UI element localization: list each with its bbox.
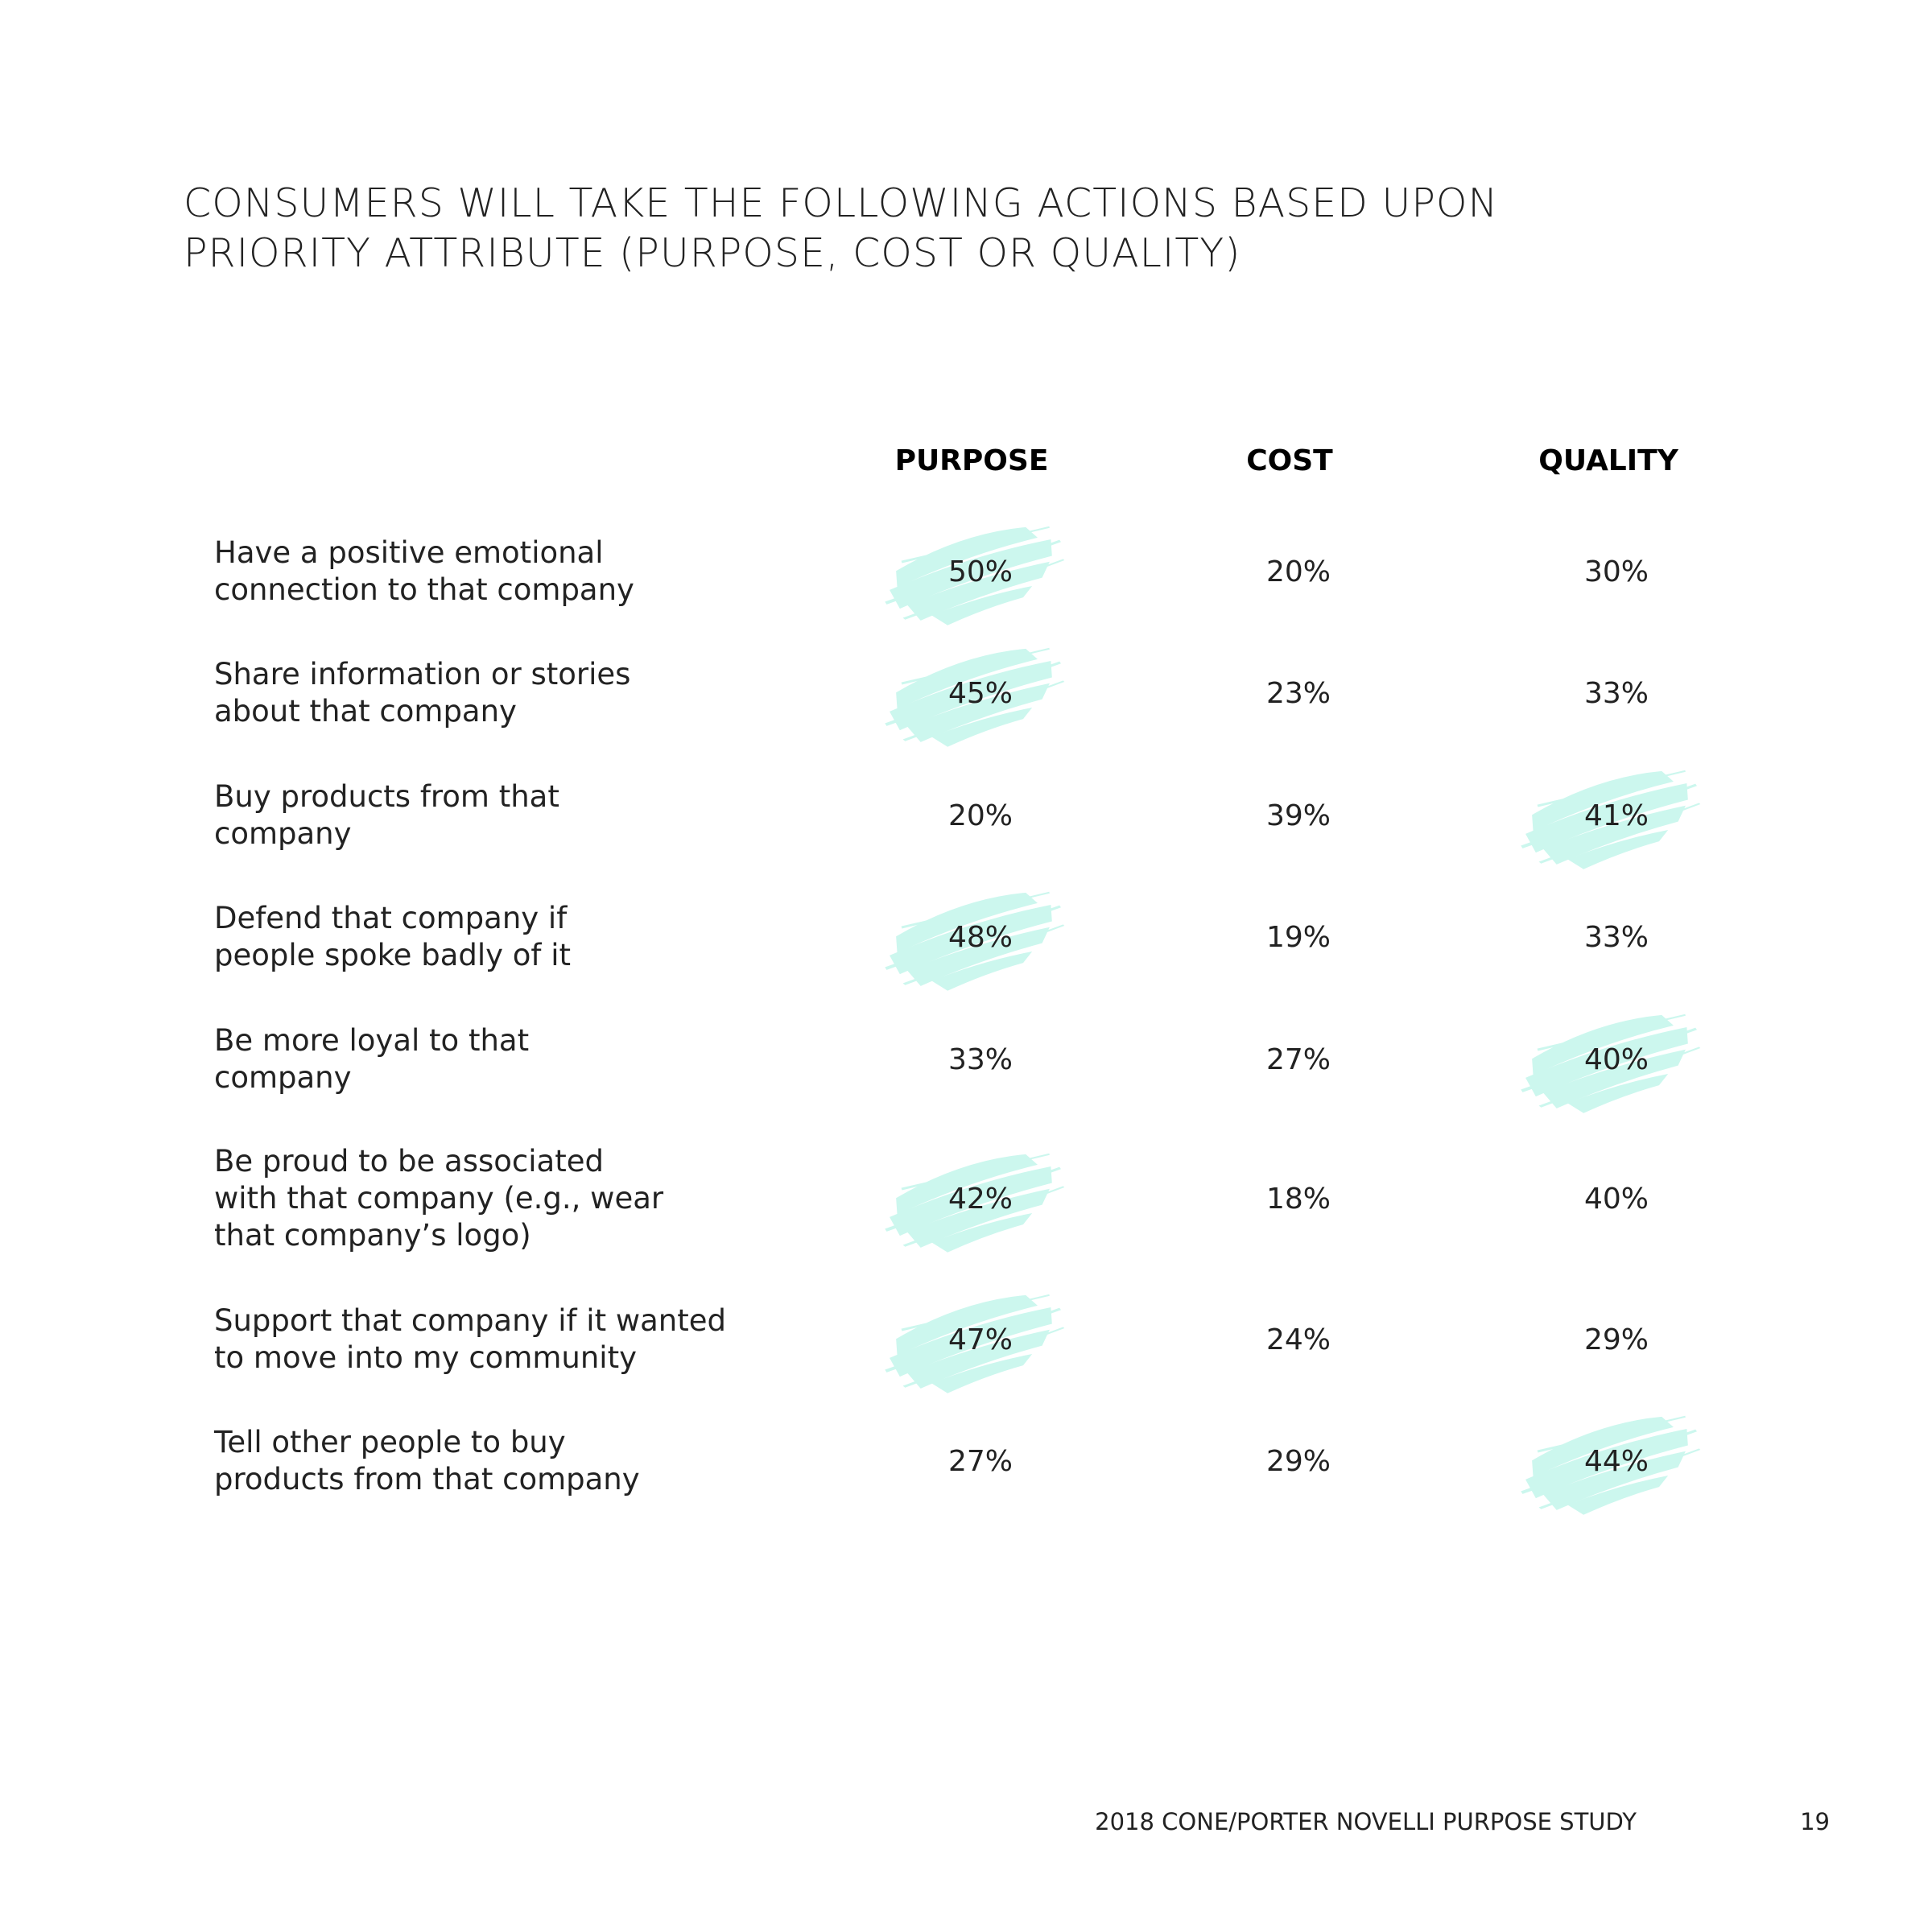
row-label-line: Buy products from that xyxy=(214,779,559,814)
value-text: 39% xyxy=(1265,799,1331,832)
value-text: 45% xyxy=(947,676,1013,710)
value-text: 33% xyxy=(1583,920,1649,954)
value-text: 30% xyxy=(1583,555,1649,588)
value-cell-quality xyxy=(1496,759,1737,872)
value-text: 33% xyxy=(1583,676,1649,710)
value-text: 19% xyxy=(1265,920,1331,954)
value-text: 48% xyxy=(947,920,1013,954)
row-label xyxy=(214,1143,778,1254)
row-label-line: Be more loyal to that xyxy=(214,1023,530,1058)
value-text: 18% xyxy=(1265,1182,1331,1216)
value-text: 50% xyxy=(947,555,1013,588)
value-cell-purpose xyxy=(860,1003,1101,1116)
value-cell-cost xyxy=(1178,637,1419,749)
value-cell-purpose xyxy=(860,1405,1101,1517)
value-text: 23% xyxy=(1265,676,1331,710)
value-text: 20% xyxy=(947,799,1013,832)
value-text: 20% xyxy=(1265,555,1331,588)
row-label-line: with that company (e.g., wear xyxy=(214,1181,664,1216)
row-label-line: people spoke badly of it xyxy=(214,938,572,972)
value-text: 44% xyxy=(1583,1444,1649,1478)
column-header-cost: COST xyxy=(1246,444,1333,477)
value-cell-purpose xyxy=(860,637,1101,749)
value-cell-cost xyxy=(1178,515,1419,628)
value-cell-cost xyxy=(1178,1283,1419,1396)
value-cell-quality xyxy=(1496,1283,1737,1396)
page-title xyxy=(184,179,1498,279)
value-text: 29% xyxy=(1583,1323,1649,1356)
row-label-line: that company’s logo) xyxy=(214,1218,531,1253)
footer-study: 2018 CONE/PORTER NOVELLI PURPOSE STUDY xyxy=(1095,1808,1637,1835)
row-label xyxy=(214,778,778,852)
title-line: CONSUMERS WILL TAKE THE FOLLOWING ACTIONS BASED UPON xyxy=(184,180,1499,226)
value-text: 27% xyxy=(1265,1042,1331,1076)
value-cell-quality xyxy=(1496,1003,1737,1116)
value-cell-purpose xyxy=(860,759,1101,872)
row-label-line: to move into my community xyxy=(214,1340,637,1375)
value-cell-quality xyxy=(1496,515,1737,628)
row-label-line: Be proud to be associated xyxy=(214,1144,604,1179)
value-cell-quality xyxy=(1496,1142,1737,1255)
row-label-line: connection to that company xyxy=(214,572,634,607)
value-cell-cost xyxy=(1178,881,1419,993)
value-cell-purpose xyxy=(860,515,1101,628)
value-cell-purpose xyxy=(860,1283,1101,1396)
column-header-purpose: PURPOSE xyxy=(894,444,1049,477)
value-cell-cost xyxy=(1178,759,1419,872)
row-label-line: about that company xyxy=(214,694,517,729)
value-cell-quality xyxy=(1496,881,1737,993)
row-label-line: Support that company if it wanted xyxy=(214,1303,726,1338)
page-number: 19 xyxy=(1800,1808,1830,1835)
row-label xyxy=(214,1022,778,1096)
row-label xyxy=(214,656,778,730)
title-line: PRIORITY ATTRIBUTE (PURPOSE, COST OR QUALITY) xyxy=(184,230,1241,276)
value-cell-purpose xyxy=(860,881,1101,993)
value-text: 24% xyxy=(1265,1323,1331,1356)
row-label xyxy=(214,900,778,974)
value-cell-quality xyxy=(1496,637,1737,749)
value-text: 42% xyxy=(947,1182,1013,1216)
row-label-line: Have a positive emotional xyxy=(214,535,604,570)
row-label xyxy=(214,1424,778,1498)
value-text: 29% xyxy=(1265,1444,1331,1478)
value-text: 41% xyxy=(1583,799,1649,832)
value-cell-purpose xyxy=(860,1142,1101,1255)
row-label-line: Defend that company if xyxy=(214,901,568,935)
value-text: 40% xyxy=(1583,1042,1649,1076)
column-header-quality: QUALITY xyxy=(1538,444,1678,477)
value-text: 33% xyxy=(947,1042,1013,1076)
row-label-line: Tell other people to buy xyxy=(214,1425,566,1459)
value-cell-cost xyxy=(1178,1003,1419,1116)
value-cell-cost xyxy=(1178,1405,1419,1517)
row-label-line: company xyxy=(214,816,352,851)
row-label-line: Share information or stories xyxy=(214,657,631,691)
value-text: 47% xyxy=(947,1323,1013,1356)
value-cell-cost xyxy=(1178,1142,1419,1255)
value-text: 40% xyxy=(1583,1182,1649,1216)
row-label xyxy=(214,535,778,609)
value-text: 27% xyxy=(947,1444,1013,1478)
row-label xyxy=(214,1302,778,1377)
row-label-line: products from that company xyxy=(214,1462,640,1496)
value-cell-quality xyxy=(1496,1405,1737,1517)
row-label-line: company xyxy=(214,1060,352,1095)
